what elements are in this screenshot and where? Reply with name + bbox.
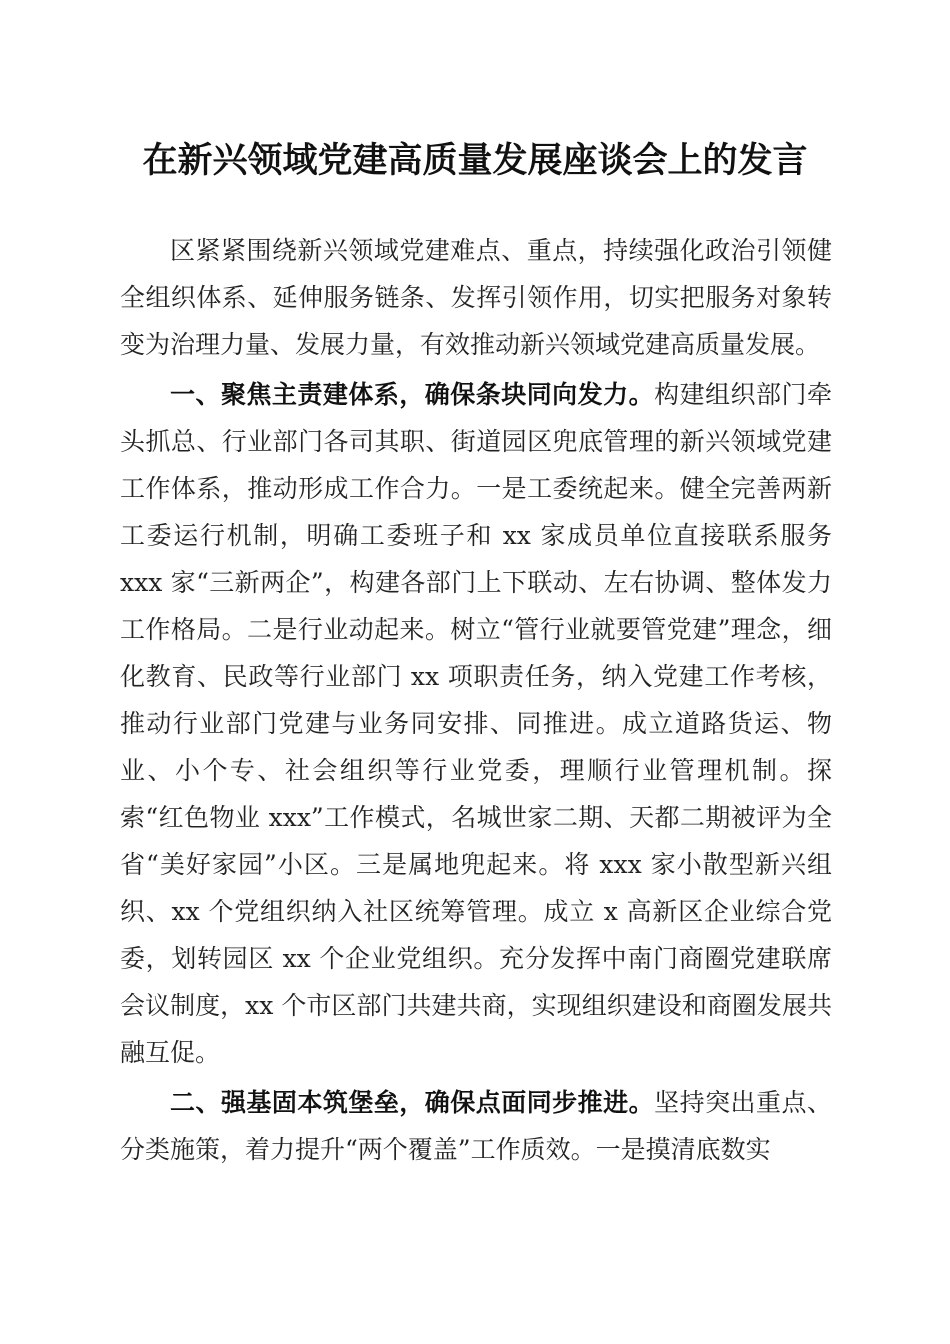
document-title: 在新兴领域党建高质量发展座谈会上的发言 [142, 140, 808, 181]
document-body [120, 227, 832, 1173]
paragraph-section-2 [120, 1079, 832, 1173]
section-heading-2: 二、强基固本筑堡垒，确保点面同步推进。 [170, 1088, 655, 1117]
paragraph-section-1 [120, 371, 832, 1076]
paragraph-text: 构建组织部门牵头抓总、行业部门各司其职、街道园区兜底管理的新兴领域党建工作体系，推动形成工作合力。一是工委统起来。健全完善两新工委运行机制，明确工委班子和 xx 家成员单位直接联系服务 xxx 家“三新两企”，构建各部门上下联动、左右协调、整体发力工作格局。二是行业动起来。树立“管行业就要管党建”理念，细化教育、民政等行业部门 xx 项职责任务，纳入党建工作考核，推动行业部门党建与业务同安排、同推进。成立道路货运、物业、小个专、社会组织等行业党委，理顺行业管理机制。探索“红色物业 xxx”工作模式，名城世家二期、天都二期被评为全省“美好家园”小区。三是属地兜起来。将 xxx 家小散型新兴组织、xx 个党组织纳入社区统筹管理。成立 x 高新区企业综合党委，划转园区 xx 个企业党组织。充分发挥中南门商圈党建联席会议制度，xx 个市区部门共建共商，实现组织建设和商圈发展共融互促。 [120, 380, 832, 1067]
paragraph-intro [120, 227, 832, 368]
paragraph-text: 坚持突出重点、分类施策，着力提升“两个覆盖”工作质效。一是摸清底数实 [120, 1088, 832, 1164]
paragraph-text: 区紧紧围绕新兴领域党建难点、重点，持续强化政治引领健全组织体系、延伸服务链条、发挥引领作用，切实把服务对象转变为治理力量、发展力量，有效推动新兴领域党建高质量发展。 [120, 236, 832, 359]
section-heading-1: 一、聚焦主责建体系，确保条块同向发力。 [170, 380, 655, 409]
